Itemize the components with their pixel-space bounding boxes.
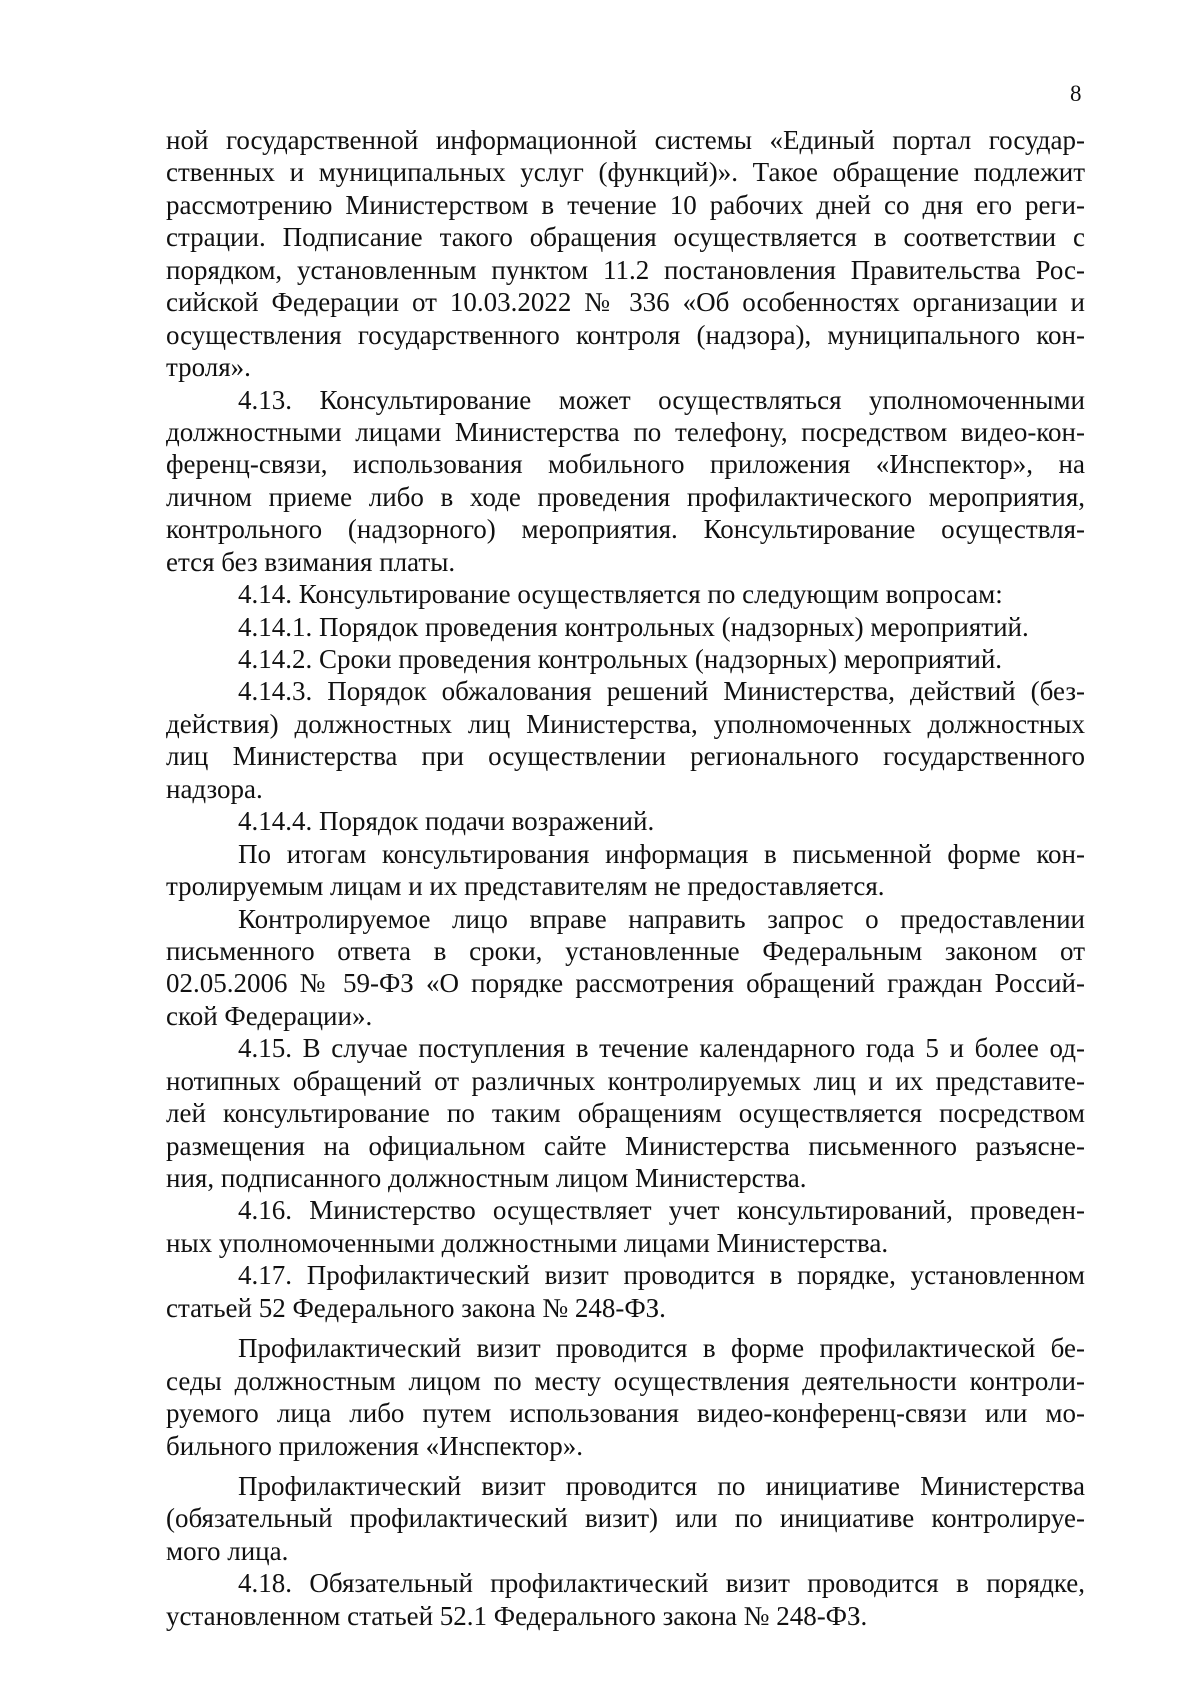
text-line: троля».	[166, 352, 251, 383]
text-line: ской Федерации».	[166, 1000, 373, 1031]
text-line: (обязательный профилактический визит) или по инициативе контролируе-	[166, 1503, 1085, 1534]
text-line: сийской Федерации от 10.03.2022 № 336 «Об особенностях организации и	[166, 287, 1085, 318]
text-line: 4.13. Консультирование может осуществляться уполномоченными	[238, 384, 1085, 415]
text-line: 4.14.3. Порядок обжалования решений Министерства, действий (без-	[238, 676, 1085, 707]
text-line: статьей 52 Федерального закона № 248-ФЗ.	[166, 1292, 666, 1323]
text-line: бильного приложения «Инспектор».	[166, 1430, 583, 1461]
text-line: Профилактический визит проводится по инициативе Министерства	[238, 1470, 1085, 1501]
text-line: действия) должностных лиц Министерства, уполномоченных должностных	[166, 708, 1085, 739]
text-line: 4.17. Профилактический визит проводится в порядке, установленном	[238, 1260, 1085, 1291]
text-line: ной государственной информационной системы «Единый портал государ-	[166, 125, 1085, 155]
text-line: размещения на официальном сайте Министерства письменного разъясне-	[166, 1130, 1085, 1161]
text-line: 4.15. В случае поступления в течение календарного года 5 и более од-	[238, 1033, 1085, 1064]
text-line: 4.14. Консультирование осуществляется по следующим вопросам:	[238, 579, 1003, 610]
text-line: ется без взимания платы.	[166, 546, 456, 577]
text-line: лиц Министерства при осуществлении регионального государственного	[166, 741, 1085, 772]
paragraph-spacer	[166, 1462, 1085, 1470]
text-line: 4.14.1. Порядок проведения контрольных (надзорных) мероприятий.	[238, 611, 1029, 642]
text-line: 4.14.4. Порядок подачи возражений.	[238, 806, 655, 837]
text-line: установленном статьей 52.1 Федерального закона № 248-ФЗ.	[166, 1600, 868, 1631]
text-line: письменного ответа в сроки, установленные Федеральным законом от	[166, 935, 1085, 966]
text-line: страции. Подписание такого обращения осуществляется в соответствии с	[166, 222, 1085, 253]
text-line: 02.05.2006 № 59-ФЗ «О порядке рассмотрения обращений граждан Россий-	[166, 968, 1085, 999]
text-line: порядком, установленным пунктом 11.2 постановления Правительства Рос-	[166, 254, 1085, 285]
text-line: нотипных обращений от различных контролируемых лиц и их представите-	[166, 1065, 1085, 1096]
text-line: личном приеме либо в ходе проведения профилактического мероприятия,	[166, 481, 1085, 512]
text-line: надзора.	[166, 773, 263, 804]
text-line: должностными лицами Министерства по телефону, посредством видео-кон-	[166, 416, 1085, 447]
text-line: 4.18. Обязательный профилактический визит проводится в порядке,	[238, 1568, 1085, 1599]
text-line: Профилактический визит проводится в форме профилактической бе-	[238, 1333, 1085, 1364]
text-line: мого лица.	[166, 1535, 289, 1566]
text-line: руемого лица либо путем использования видео-конференц-связи или мо-	[166, 1398, 1085, 1429]
text-line: 4.16. Министерство осуществляет учет консультирований, проведен-	[238, 1195, 1085, 1226]
paragraph-spacer	[166, 1324, 1085, 1332]
text-line: контрольного (надзорного) мероприятия. Консультирование осуществля-	[166, 514, 1085, 545]
document-body	[166, 124, 1085, 1632]
text-line: рассмотрению Министерством в течение 10 рабочих дней со дня его реги-	[166, 189, 1085, 220]
text-line: ния, подписанного должностным лицом Министерства.	[166, 1163, 807, 1193]
text-line: Контролируемое лицо вправе направить запрос о предоставлении	[238, 903, 1085, 934]
text-line: тролируемым лицам и их представителям не предоставляется.	[166, 871, 885, 902]
text-line: ференц-связи, использования мобильного приложения «Инспектор», на	[166, 449, 1085, 480]
text-line: осуществления государственного контроля (надзора), муниципального кон-	[166, 319, 1085, 350]
text-line: ных уполномоченными должностными лицами Министерства.	[166, 1227, 889, 1258]
text-line: По итогам консультирования информация в письменной форме кон-	[238, 838, 1085, 869]
text-line: 4.14.2. Сроки проведения контрольных (надзорных) мероприятий.	[238, 644, 1003, 674]
text-line: седы должностным лицом по месту осуществления деятельности контроли-	[166, 1365, 1085, 1396]
text-line: ственных и муниципальных услуг (функций)». Такое обращение подлежит	[166, 157, 1085, 188]
page-number: 8	[1070, 81, 1082, 106]
text-line: лей консультирование по таким обращениям осуществляется посредством	[166, 1098, 1085, 1129]
